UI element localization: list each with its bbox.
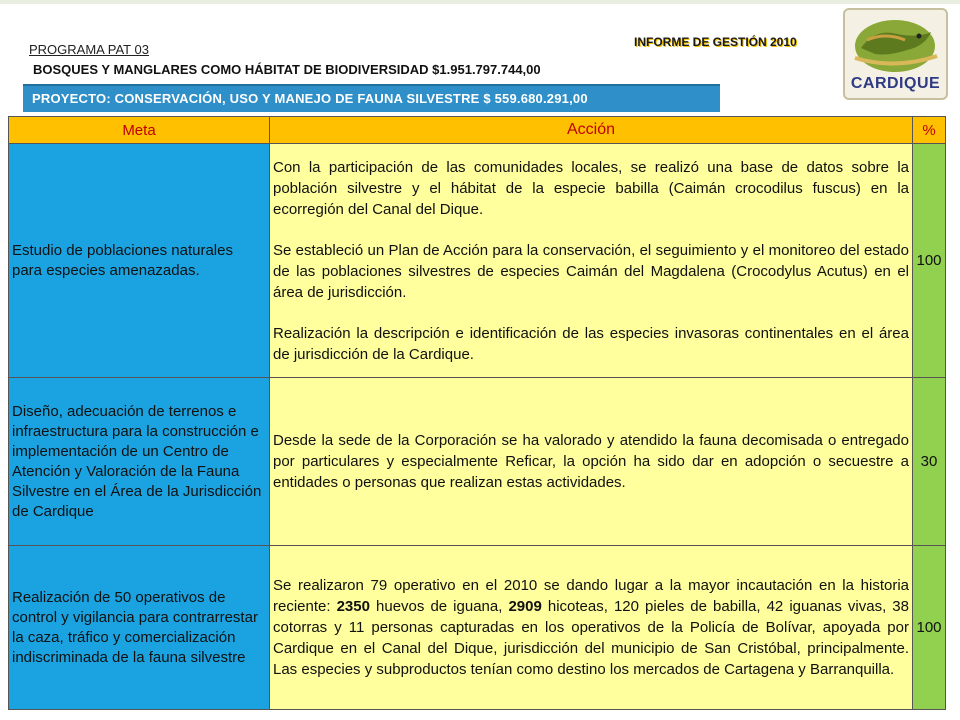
accion-paragraph: Se estableció un Plan de Acción para la conservación, el seguimiento y el monitoreo del estado de las poblaciones silvestres de especies Caimán del Magdalena (Crocodylus Acutus) en el área de jurisdicción. bbox=[273, 241, 909, 301]
meta-cell: Estudio de poblaciones naturales para especies amenazadas. bbox=[9, 144, 270, 378]
table-row bbox=[9, 144, 946, 378]
accion-paragraph: Desde la sede de la Corporación se ha valorado y atendido la fauna decomisada o entregado por particulares y especialmente Reficar, la opción ha sido dar en adopción o secuestre a entidades o personas que realizan estas actividades. bbox=[273, 432, 909, 491]
accion-cell bbox=[270, 378, 913, 546]
report-title: INFORME DE GESTIÓN 2010 bbox=[634, 35, 797, 49]
project-title: PROYECTO: CONSERVACIÓN, USO Y MANEJO DE FAUNA SILVESTRE $ 559.680.291,00 bbox=[23, 84, 720, 112]
header-accion: Acción bbox=[270, 117, 913, 144]
program-title: BOSQUES Y MANGLARES COMO HÁBITAT DE BIODIVERSIDAD $1.951.797.744,00 bbox=[33, 62, 541, 77]
logo-text: CARDIQUE bbox=[850, 75, 941, 92]
cardique-logo bbox=[843, 8, 948, 100]
accion-paragraph: Con la participación de las comunidades locales, se realizó una base de datos sobre la población silvestre y el hábitat de la especie babilla (Caimán crocodilus fuscus) en la ecorregión del Canal del Dique. bbox=[273, 158, 909, 218]
percent-cell: 100 bbox=[913, 144, 946, 378]
meta-cell: Realización de 50 operativos de control y vigilancia para contrarrestar la caza, tráfico y comercialización indiscriminada de la fauna silvestre bbox=[9, 546, 270, 710]
table-row bbox=[9, 378, 946, 546]
table-row bbox=[9, 546, 946, 710]
accion-text: hicoteas, 120 pieles de babilla, 42 iguanas vivas, 38 cotorras y 11 personas capturadas en los operativos de la Policía de Bolívar, apoyada por Cardique en el Canal del Dique, jurisdicción del municipio de San Cristóbal, principalmente. Las especies y subproductos tenían como destino los mercados de Cartagena y Barranquilla. bbox=[273, 598, 909, 678]
table-header-row bbox=[9, 117, 946, 144]
accion-cell bbox=[270, 144, 913, 378]
hicoteas-count: 2909 bbox=[508, 598, 542, 615]
header-percent: % bbox=[913, 117, 946, 144]
meta-cell: Diseño, adecuación de terrenos e infraestructura para la construcción e implementación de un Centro de Atención y Valoración de la Fauna Silvestre en el Área de la Jurisdicción de Cardique bbox=[9, 378, 270, 546]
program-label: PROGRAMA PAT 03 bbox=[29, 42, 149, 57]
accion-paragraph: Realización la descripción e identificación de las especies invasoras continentales en el área de jurisdicción de la Cardique. bbox=[273, 324, 909, 363]
accion-text: Se realizaron 79 operativo en el 2010 se dando lugar a la mayor incautación en la historia reciente: bbox=[273, 577, 909, 615]
accion-text: huevos de iguana, bbox=[369, 598, 509, 615]
percent-cell: 30 bbox=[913, 378, 946, 546]
iguana-eggs-count: 2350 bbox=[336, 598, 370, 615]
header-stripe bbox=[0, 0, 960, 4]
accion-cell bbox=[270, 546, 913, 710]
actions-table bbox=[8, 116, 946, 710]
header-meta: Meta bbox=[9, 117, 270, 144]
page-header bbox=[0, 0, 960, 113]
percent-cell: 100 bbox=[913, 546, 946, 710]
